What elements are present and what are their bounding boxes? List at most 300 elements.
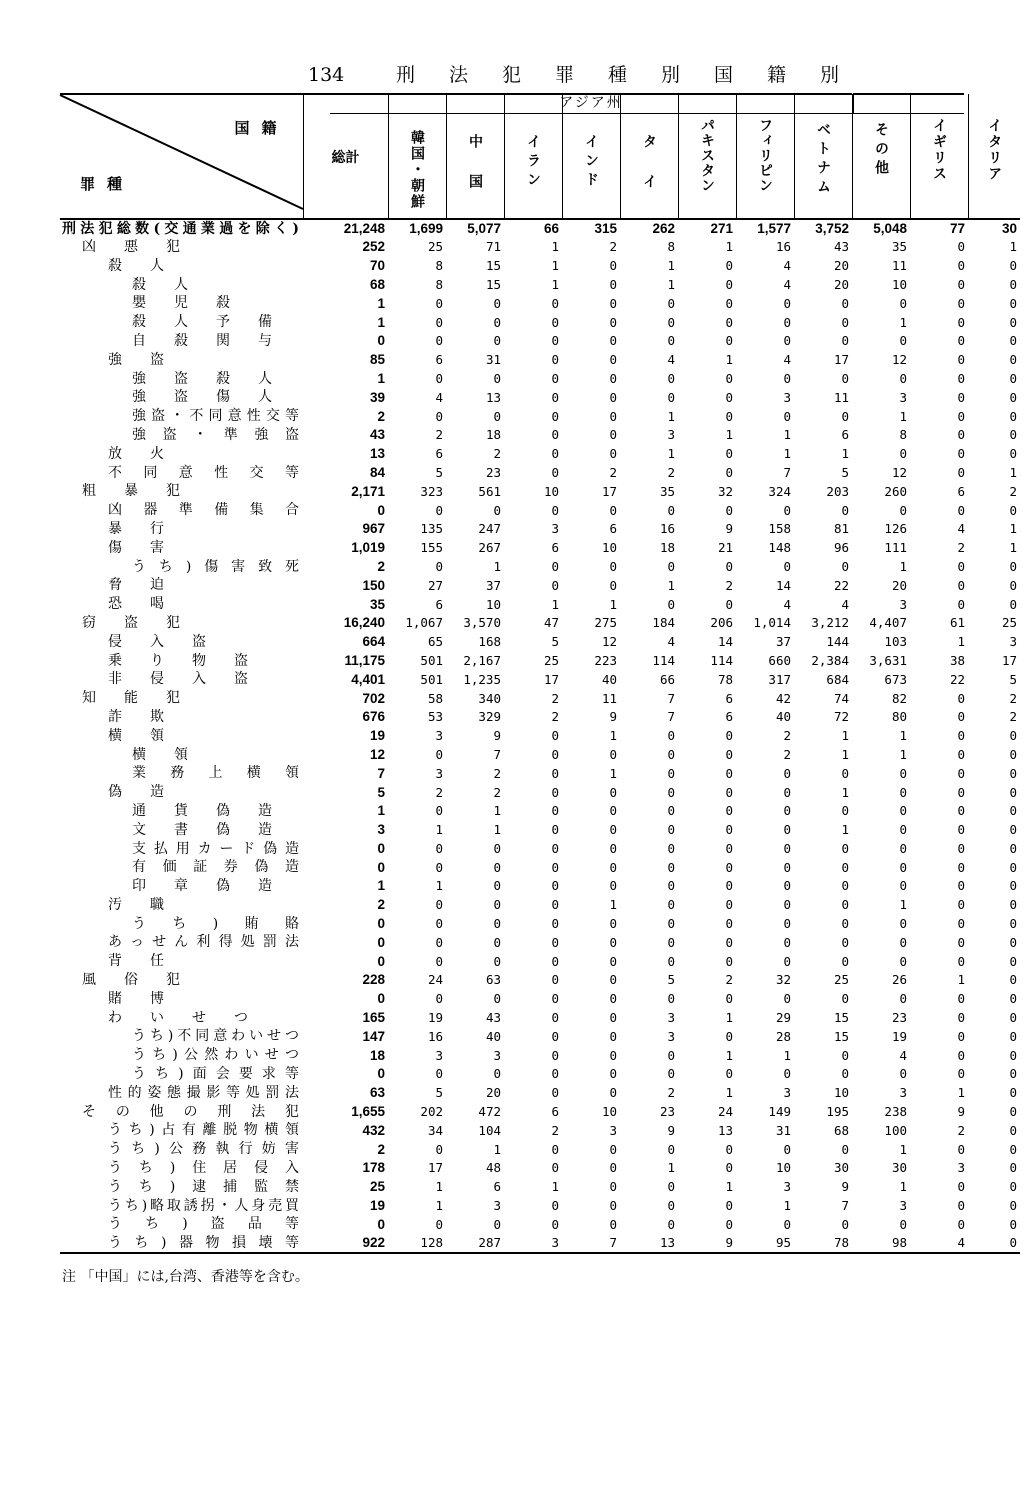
value-cell: 1	[899, 558, 907, 574]
value-cell: 0	[609, 1028, 617, 1044]
value-cell: 0	[551, 784, 559, 800]
value-cell: 4	[957, 521, 965, 537]
value-cell: 4	[783, 276, 791, 292]
value-cell: 0	[435, 991, 443, 1007]
row-label-text: わいせつ	[108, 1009, 276, 1026]
value-cell: 0	[609, 352, 617, 368]
value-cell: 1	[609, 897, 617, 913]
value-cell: 40	[601, 671, 617, 687]
total-cell: 150	[362, 577, 385, 593]
value-cell: 0	[609, 840, 617, 856]
table-row	[60, 539, 1020, 558]
value-cell: 3	[435, 728, 443, 744]
value-cell: 1	[667, 577, 675, 593]
value-cell: 0	[551, 1216, 559, 1232]
value-cell: 0	[899, 1066, 907, 1082]
value-cell: 0	[551, 972, 559, 988]
row-label-text: 侵入盗	[108, 633, 234, 650]
value-cell: 0	[667, 916, 675, 932]
table-row	[60, 219, 1020, 238]
value-cell: 22	[833, 577, 849, 593]
value-cell: 202	[420, 1104, 443, 1120]
value-cell: 0	[551, 446, 559, 462]
value-cell: 2	[1009, 690, 1017, 706]
row-label	[60, 1197, 303, 1216]
value-cell: 10	[891, 276, 907, 292]
total-cell: 0	[377, 991, 385, 1007]
value-cell: 29	[775, 1010, 791, 1026]
value-cell: 0	[667, 840, 675, 856]
table-row	[60, 1215, 1020, 1234]
value-cell: 1	[667, 408, 675, 424]
value-cell: 0	[667, 1141, 675, 1157]
value-cell: 0	[725, 1160, 733, 1176]
value-cell: 0	[667, 502, 675, 518]
table-row	[60, 407, 1020, 426]
value-cell: 0	[609, 1216, 617, 1232]
value-cell: 0	[551, 728, 559, 744]
value-cell: 3	[435, 765, 443, 781]
value-cell: 3	[783, 1085, 791, 1101]
value-cell: 1	[493, 1141, 501, 1157]
value-cell: 0	[551, 577, 559, 593]
value-cell: 3,631	[869, 652, 907, 668]
value-cell: 5	[1009, 671, 1017, 687]
value-cell: 0	[1009, 1047, 1017, 1063]
row-label-text: 殺人	[132, 276, 216, 293]
value-cell: 0	[957, 916, 965, 932]
value-cell: 0	[1009, 1066, 1017, 1082]
value-cell: 0	[551, 295, 559, 311]
value-cell: 25	[427, 239, 443, 255]
row-label	[60, 370, 303, 389]
value-cell: 32	[775, 972, 791, 988]
value-cell: 0	[551, 746, 559, 762]
value-cell: 47	[543, 615, 559, 631]
value-cell: 3	[667, 1028, 675, 1044]
value-cell: 0	[783, 408, 791, 424]
value-cell: 0	[435, 934, 443, 950]
table-row	[60, 990, 1020, 1009]
value-cell: 0	[725, 746, 733, 762]
table-number: 134	[308, 64, 345, 86]
row-label-text: 通貨偽造	[132, 802, 300, 819]
value-cell: 1	[551, 1179, 559, 1195]
row-label	[60, 1121, 306, 1140]
row-label-text: 強盗・不同意性交等	[132, 408, 305, 425]
value-cell: 0	[899, 840, 907, 856]
value-cell: 17	[1001, 652, 1017, 668]
value-cell: 0	[841, 1066, 849, 1082]
value-cell: 0	[725, 991, 733, 1007]
table-row	[60, 332, 1020, 351]
value-cell: 0	[609, 1085, 617, 1101]
row-label	[60, 971, 303, 990]
value-cell: 6	[551, 1104, 559, 1120]
row-label-text: 強盗殺人	[132, 370, 300, 387]
total-cell: 84	[369, 464, 385, 480]
table-title: 刑法犯罪種別国籍別	[396, 64, 874, 86]
value-cell: 0	[957, 276, 965, 292]
value-cell: 63	[485, 972, 501, 988]
value-cell: 0	[551, 427, 559, 443]
table-row	[60, 388, 1020, 407]
value-cell: 77	[949, 221, 965, 236]
value-cell: 1	[725, 1085, 733, 1101]
value-cell: 0	[1009, 408, 1017, 424]
table-row	[60, 1046, 1020, 1065]
value-cell: 0	[957, 784, 965, 800]
value-cell: 3	[609, 1122, 617, 1138]
row-label-text: うち)傷害致死	[132, 558, 312, 575]
value-cell: 12	[601, 634, 617, 650]
value-cell: 1	[551, 239, 559, 255]
value-cell: 3	[899, 1085, 907, 1101]
value-cell: 1	[725, 1047, 733, 1063]
value-cell: 7	[783, 464, 791, 480]
value-cell: 98	[852, 1234, 910, 1253]
value-cell: 0	[435, 314, 443, 330]
value-cell: 61	[949, 615, 965, 631]
value-cell: 0	[609, 1141, 617, 1157]
value-cell: 114	[710, 652, 733, 668]
value-cell: 1	[957, 634, 965, 650]
total-cell: 967	[362, 521, 385, 537]
table-row	[60, 802, 1020, 821]
value-cell: 24	[717, 1104, 733, 1120]
value-cell: 0	[957, 502, 965, 518]
table-row	[60, 313, 1020, 332]
value-cell: 0	[609, 1198, 617, 1214]
value-cell: 1	[551, 258, 559, 274]
value-cell: 32	[717, 483, 733, 499]
value-cell: 11	[891, 258, 907, 274]
value-cell: 10	[601, 540, 617, 556]
table-row	[60, 708, 1020, 727]
row-label	[60, 576, 303, 595]
value-cell: 0	[725, 258, 733, 274]
total-cell: 664	[362, 634, 385, 650]
value-cell: 8	[435, 276, 443, 292]
row-label-text: うち)逮捕監禁	[108, 1178, 316, 1195]
value-cell: 0	[725, 897, 733, 913]
value-cell: 2	[435, 784, 443, 800]
value-cell: 1	[841, 728, 849, 744]
value-cell: 9	[493, 728, 501, 744]
row-label-text: 印章偽造	[132, 878, 300, 895]
row-label-text: うち)賄賂	[132, 915, 326, 932]
value-cell: 0	[1009, 370, 1017, 386]
value-cell: 74	[833, 690, 849, 706]
country-header: ベトナム	[794, 94, 852, 219]
value-cell: 0	[493, 953, 501, 969]
row-label-text: 汚職	[108, 896, 192, 913]
value-cell: 14	[775, 577, 791, 593]
value-cell: 0	[841, 803, 849, 819]
total-cell: 1	[377, 370, 385, 386]
value-cell: 128	[388, 1234, 446, 1253]
value-cell: 111	[884, 540, 907, 556]
value-cell: 2	[1009, 483, 1017, 499]
row-label-text: うち)占有離脱物横領	[108, 1122, 306, 1139]
value-cell: 0	[1009, 596, 1017, 612]
value-cell: 0	[957, 822, 965, 838]
total-cell: 228	[362, 972, 385, 988]
value-cell: 3,212	[811, 615, 849, 631]
value-cell: 0	[435, 1216, 443, 1232]
value-cell: 0	[899, 502, 907, 518]
value-cell: 0	[899, 765, 907, 781]
value-cell: 0	[609, 370, 617, 386]
value-cell: 267	[478, 540, 501, 556]
row-label	[60, 332, 303, 351]
value-cell: 1,699	[409, 221, 443, 236]
row-label-text: 文書偽造	[132, 821, 300, 838]
value-cell: 0	[493, 1216, 501, 1232]
row-label	[60, 426, 316, 445]
value-cell: 0	[899, 784, 907, 800]
value-cell: 0	[493, 502, 501, 518]
value-cell: 1	[957, 1085, 965, 1101]
table-row	[60, 370, 1020, 389]
value-cell: 0	[1009, 934, 1017, 950]
crime-nationality-table	[60, 93, 1020, 1254]
value-cell: 0	[899, 333, 907, 349]
row-label	[60, 802, 303, 821]
value-cell: 0	[551, 370, 559, 386]
value-cell: 0	[841, 1141, 849, 1157]
value-cell: 1	[1009, 239, 1017, 255]
total-column-header: 総計	[303, 94, 388, 219]
row-label-text: 不同意性交等	[108, 464, 321, 481]
value-cell: 0	[667, 370, 675, 386]
corner-label-nationality: 国籍	[234, 119, 289, 137]
row-label-text: 窃盗犯	[82, 614, 208, 631]
value-cell: 0	[609, 389, 617, 405]
value-cell: 0	[899, 295, 907, 311]
value-cell: 0	[667, 558, 675, 574]
value-cell: 0	[551, 859, 559, 875]
table-row	[60, 858, 1020, 877]
value-cell: 4	[899, 1047, 907, 1063]
value-cell: 103	[884, 634, 907, 650]
value-cell: 1,014	[753, 615, 791, 631]
value-cell: 2	[493, 784, 501, 800]
value-cell: 0	[725, 1216, 733, 1232]
value-cell: 0	[725, 408, 733, 424]
value-cell: 0	[1009, 1216, 1017, 1232]
value-cell: 0	[957, 408, 965, 424]
value-cell: 0	[551, 333, 559, 349]
value-cell: 0	[1009, 1010, 1017, 1026]
value-cell: 0	[609, 803, 617, 819]
value-cell: 15	[485, 276, 501, 292]
value-cell: 0	[783, 1066, 791, 1082]
row-label	[60, 1084, 303, 1103]
value-cell: 1	[725, 427, 733, 443]
value-cell: 5	[435, 464, 443, 480]
value-cell: 6	[435, 446, 443, 462]
row-label	[60, 877, 303, 896]
value-cell: 0	[957, 295, 965, 311]
value-cell: 0	[1009, 1122, 1017, 1138]
value-cell: 0	[667, 784, 675, 800]
country-header: 中国	[446, 94, 504, 219]
value-cell: 0	[957, 859, 965, 875]
total-cell: 2	[377, 408, 385, 424]
value-cell: 0	[551, 822, 559, 838]
total-cell: 68	[369, 276, 385, 292]
value-cell: 0	[435, 840, 443, 856]
value-cell: 0	[957, 558, 965, 574]
value-cell: 0	[667, 333, 675, 349]
table-row	[60, 1140, 1020, 1159]
row-label	[60, 407, 303, 426]
value-cell: 0	[1009, 803, 1017, 819]
value-cell: 0	[609, 558, 617, 574]
value-cell: 2	[609, 464, 617, 480]
value-cell: 0	[435, 916, 443, 932]
value-cell: 1	[609, 765, 617, 781]
value-cell: 0	[609, 746, 617, 762]
table-row	[60, 670, 1020, 689]
value-cell: 0	[968, 1234, 1020, 1253]
table-row	[60, 689, 1020, 708]
value-cell: 0	[841, 558, 849, 574]
value-cell: 0	[1009, 878, 1017, 894]
row-label	[60, 764, 324, 783]
value-cell: 0	[841, 333, 849, 349]
total-cell: 13	[369, 446, 385, 462]
value-cell: 0	[435, 333, 443, 349]
value-cell: 81	[833, 521, 849, 537]
row-label-text: 支払用カード偽造	[132, 840, 307, 857]
value-cell: 0	[1009, 333, 1017, 349]
value-cell: 0	[957, 333, 965, 349]
value-cell: 1	[841, 746, 849, 762]
table-row	[60, 576, 1020, 595]
value-cell: 287	[446, 1234, 504, 1253]
value-cell: 1	[667, 276, 675, 292]
value-cell: 6	[725, 709, 733, 725]
value-cell: 0	[435, 370, 443, 386]
value-cell: 3	[899, 596, 907, 612]
value-cell: 0	[725, 822, 733, 838]
value-cell: 0	[609, 258, 617, 274]
value-cell: 68	[833, 1122, 849, 1138]
value-cell: 0	[957, 1010, 965, 1026]
value-cell: 0	[957, 1066, 965, 1082]
value-cell: 0	[1009, 859, 1017, 875]
row-label-text: 風俗犯	[82, 972, 208, 989]
value-cell: 0	[725, 803, 733, 819]
value-cell: 0	[783, 822, 791, 838]
value-cell: 0	[783, 859, 791, 875]
value-cell: 0	[609, 784, 617, 800]
row-label	[60, 708, 303, 727]
value-cell: 0	[551, 934, 559, 950]
table-row	[60, 1197, 1020, 1216]
value-cell: 6	[551, 540, 559, 556]
value-cell: 6	[957, 483, 965, 499]
value-cell: 2	[435, 427, 443, 443]
value-cell: 0	[841, 765, 849, 781]
value-cell: 15	[833, 1010, 849, 1026]
value-cell: 0	[783, 1141, 791, 1157]
value-cell: 0	[609, 953, 617, 969]
value-cell: 0	[957, 239, 965, 255]
total-cell: 2	[377, 897, 385, 913]
value-cell: 1	[899, 728, 907, 744]
value-cell: 0	[725, 333, 733, 349]
value-cell: 0	[551, 991, 559, 1007]
value-cell: 144	[826, 634, 849, 650]
value-cell: 0	[957, 897, 965, 913]
value-cell: 0	[667, 991, 675, 1007]
value-cell: 1	[725, 239, 733, 255]
value-cell: 7	[493, 746, 501, 762]
value-cell: 0	[725, 728, 733, 744]
total-cell: 3	[377, 822, 385, 838]
value-cell: 0	[957, 314, 965, 330]
total-cell: 12	[369, 746, 385, 762]
value-cell: 0	[1009, 1141, 1017, 1157]
total-cell: 0	[377, 840, 385, 856]
value-cell: 0	[725, 916, 733, 932]
table-row	[60, 351, 1020, 370]
value-cell: 1	[493, 558, 501, 574]
table-row	[60, 727, 1020, 746]
value-cell: 0	[725, 295, 733, 311]
table-row	[60, 294, 1020, 313]
value-cell: 10	[833, 1085, 849, 1101]
value-cell: 0	[667, 314, 675, 330]
value-cell: 2	[551, 1122, 559, 1138]
value-cell: 0	[609, 859, 617, 875]
value-cell: 0	[841, 897, 849, 913]
value-cell: 0	[725, 446, 733, 462]
value-cell: 8	[435, 258, 443, 274]
value-cell: 135	[420, 521, 443, 537]
table-row	[60, 276, 1020, 295]
value-cell: 0	[493, 840, 501, 856]
value-cell: 0	[957, 258, 965, 274]
value-cell: 0	[1009, 389, 1017, 405]
value-cell: 0	[899, 446, 907, 462]
row-label	[60, 1046, 306, 1065]
value-cell: 0	[783, 314, 791, 330]
value-cell: 0	[783, 784, 791, 800]
value-cell: 0	[609, 1066, 617, 1082]
value-cell: 9	[678, 1234, 736, 1253]
total-cell: 1,019	[351, 540, 385, 556]
value-cell: 37	[485, 577, 501, 593]
value-cell: 0	[493, 897, 501, 913]
value-cell: 3	[551, 521, 559, 537]
value-cell: 0	[1009, 916, 1017, 932]
value-cell: 0	[841, 1216, 849, 1232]
value-cell: 7	[667, 709, 675, 725]
value-cell: 0	[725, 953, 733, 969]
value-cell: 114	[652, 652, 675, 668]
value-cell: 0	[551, 953, 559, 969]
row-label-text: 横領	[132, 746, 216, 763]
value-cell: 0	[1009, 746, 1017, 762]
value-cell: 1	[899, 897, 907, 913]
value-cell: 3	[957, 1160, 965, 1176]
table-row	[60, 933, 1020, 952]
row-label-text: 背任	[108, 953, 192, 970]
